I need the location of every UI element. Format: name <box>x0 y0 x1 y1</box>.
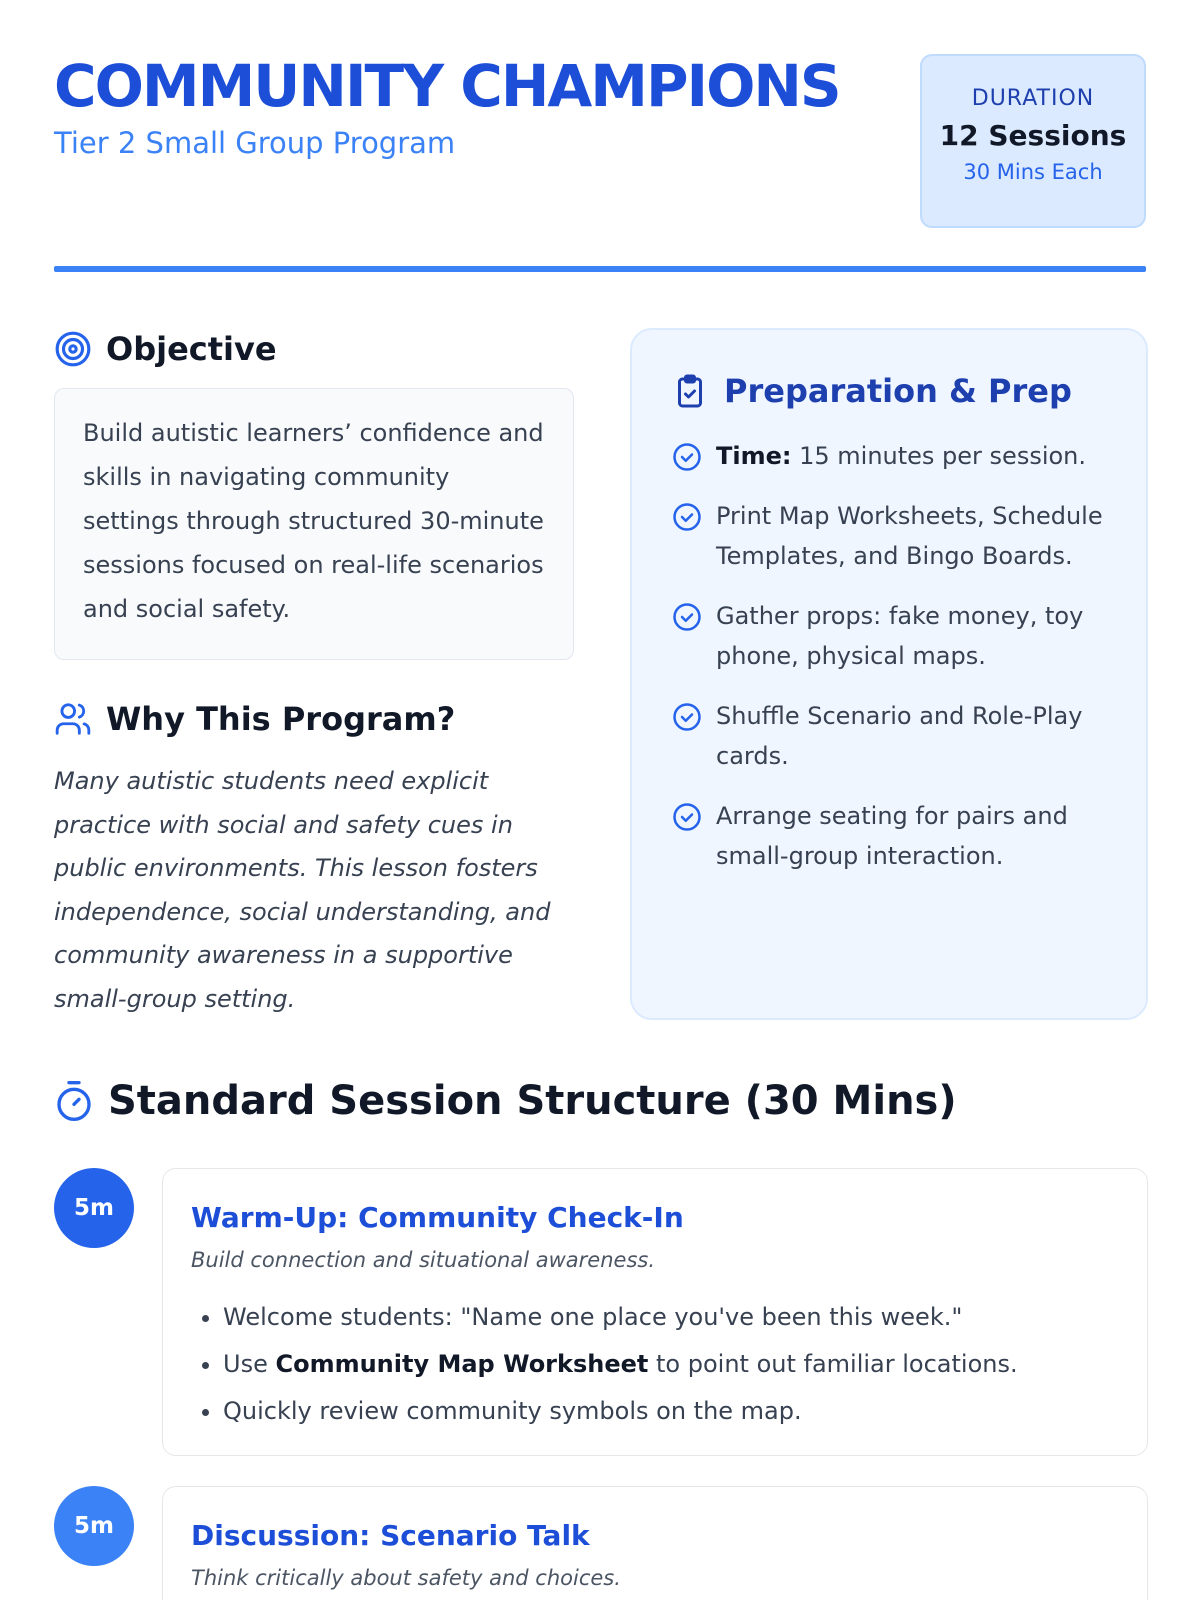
session-structure-heading <box>54 1078 957 1124</box>
duration-label: DURATION <box>971 86 1095 111</box>
prep-item <box>672 496 1116 576</box>
session-step-list <box>191 1294 1119 1435</box>
session-step-card <box>162 1486 1148 1600</box>
prep-item-text: 15 minutes per session. <box>791 442 1087 470</box>
page-title: COMMUNITY CHAMPIONS <box>54 52 840 120</box>
session-step-title: Discussion: Scenario Talk <box>191 1519 590 1552</box>
prep-item-text: Print Map Worksheets, Schedule Templates, and Bingo Boards. <box>716 502 1103 570</box>
session-step-card <box>162 1168 1148 1456</box>
users-icon <box>54 700 92 738</box>
stopwatch-icon <box>54 1079 94 1123</box>
target-icon <box>54 330 92 368</box>
why-heading-text: Why This Program? <box>106 700 456 738</box>
duration-badge <box>920 54 1146 228</box>
prep-heading-text: Preparation & Prep <box>724 372 1072 410</box>
prep-item-text: Shuffle Scenario and Role-Play cards. <box>716 702 1083 770</box>
prep-item <box>672 696 1116 776</box>
prep-item <box>672 436 1116 476</box>
session-step-description: Think critically about safety and choices. <box>191 1566 621 1590</box>
objective-heading <box>54 330 277 368</box>
prep-item-bold: Time: <box>716 442 792 470</box>
header-divider <box>54 266 1146 272</box>
objective-text: Build autistic learners’ confidence and skills in navigating community settings through structured 30-minute sessions focused on real-life scenarios and social safety. <box>54 388 574 660</box>
check-circle-icon <box>672 442 702 472</box>
prep-item <box>672 796 1116 876</box>
check-circle-icon <box>672 802 702 832</box>
check-circle-icon <box>672 702 702 732</box>
session-step-bullet: • Welcome students: "Name one place you've been this week." <box>223 1294 1119 1341</box>
check-circle-icon <box>672 502 702 532</box>
page-subtitle: Tier 2 Small Group Program <box>54 126 456 160</box>
timeline-time-badge: 5m <box>54 1486 134 1566</box>
objective-heading-text: Objective <box>106 330 277 368</box>
session-step-title: Warm-Up: Community Check-In <box>191 1201 684 1234</box>
duration-value: 12 Sessions <box>939 119 1127 152</box>
timeline-time-badge: 5m <box>54 1168 134 1248</box>
session-step-description: Build connection and situational awareness. <box>191 1248 655 1272</box>
page-header <box>54 50 1146 250</box>
prep-item-text: Gather props: fake money, toy phone, physical maps. <box>716 602 1084 670</box>
prep-list <box>672 436 1116 876</box>
clipboard-check-icon <box>672 372 708 410</box>
session-step-bullet: • Use Community Map Worksheet to point out familiar locations. <box>223 1341 1119 1388</box>
prep-item <box>672 596 1116 676</box>
prep-heading <box>672 372 1116 410</box>
why-text: Many autistic students need explicit practice with social and safety cues in public environments. This lesson fosters independence, social understanding, and community awareness in a supportive small-group setting. <box>54 767 551 1013</box>
prep-item-text: Arrange seating for pairs and small-group interaction. <box>716 802 1068 870</box>
prep-panel <box>630 328 1148 1020</box>
duration-subtext: 30 Mins Each <box>963 160 1103 184</box>
why-heading <box>54 700 455 738</box>
session-step-bullet: • Quickly review community symbols on the map. <box>223 1388 1119 1435</box>
check-circle-icon <box>672 602 702 632</box>
session-structure-heading-text: Standard Session Structure (30 Mins) <box>108 1078 957 1124</box>
